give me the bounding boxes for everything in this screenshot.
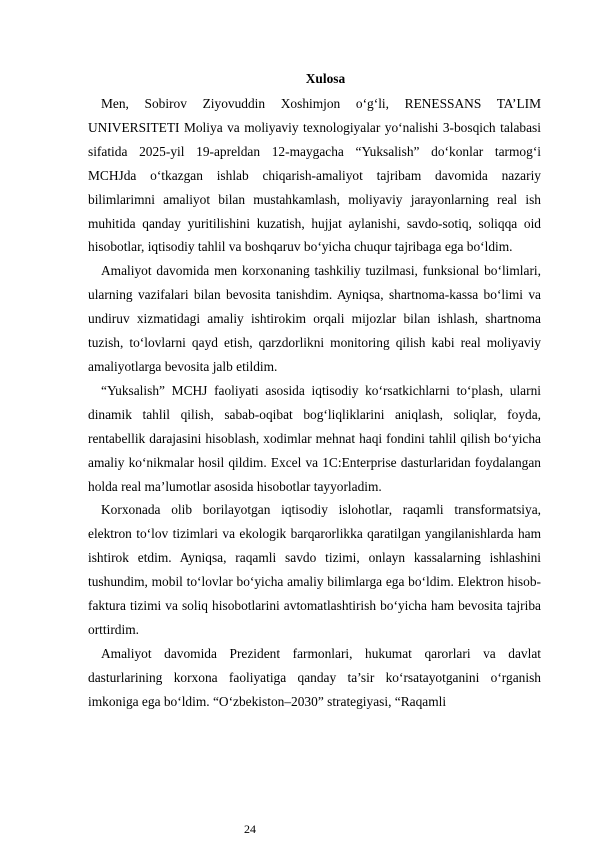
paragraph-1: Men, Sobirov Ziyovuddin Xoshimjon o‘g‘li, RENESSANS TA’LIM UNIVERSITETI Moliya va moliyaviy texnologiyalar yo‘nalishi 3-bosqich talabasi sifatida 2025-yil 19-apreldan 12-maygacha “Yuksalish” do‘konlar tarmog‘i MCHJda o‘tkazgan ishlab chiqarish-amaliyot tajribam davomida nazariy bilimlarimni amaliyot bilan mustahkamlash, moliyaviy jarayonlarning real ish muhitida qanday yuritilishini kuzatish, hujjat aylanishi, savdo-sotiq, soliqqa oid hisobotlar, iqtisodiy tahlil va boshqaruv bo‘yicha chuqur tajribaga ega bo‘ldim. [88,96,541,255]
body-text [88,92,541,714]
paragraph-2: Amaliyot davomida men korxonaning tashkiliy tuzilmasi, funksional bo‘limlari, ularning vazifalari bilan bevosita tanishdim. Ayniqsa, shartnoma-kassa bo‘limi va undiruv xizmatidagi amaliy ishtirokim orqali mijozlar bilan ishlash, shartnoma tuzish, to‘lovlarni qayd etish, qarzdorlikni monitoring qilish kabi real moliyaviy amaliyotlarga bevosita jalb etildim. [88,263,541,374]
page-number: 24 [244,822,256,836]
paragraph-3: “Yuksalish” MCHJ faoliyati asosida iqtisodiy ko‘rsatkichlarni to‘plash, ularni dinamik tahlil qilish, sabab-oqibat bog‘liqliklarini aniqlash, soliqlar, foyda, rentabellik darajasini hisoblash, xodimlar mehnat haqi fondini tahlil qilish bo‘yicha amaliy ko‘nikmalar hosil qildim. Excel va 1C:Enterprise dasturlaridan foydalangan holda real ma’lumotlar asosida hisobotlar tayyorladim. [88,382,541,494]
section-title: Xulosa [305,71,346,86]
paragraph-5: Amaliyot davomida Prezident farmonlari, hukumat qarorlari va davlat dasturlarining korxona faoliyatiga qanday ta’sir ko‘rsatayotganini o‘rganish imkoniga ega bo‘ldim. “O‘zbekiston–2030” strategiyasi, “Raqamli [88,645,541,709]
paragraph-4: Korxonada olib borilayotgan iqtisodiy islohotlar, raqamli transformatsiya, elektron to‘lov tizimlari va ekologik barqarorlikka qaratilgan yangilanishlarda ham ishtirok etdim. Ayniqsa, raqamli savdo tizimi, onlayn kassalarning ishlashini tushundim, mobil to‘lovlar bo‘yicha amaliy bilimlarga ega bo‘ldim. Elektron hisob-faktura tizimi va soliq hisobotlarini avtomatlashtirish bo‘yicha ham bevosita tajriba orttirdim. [88,502,541,637]
